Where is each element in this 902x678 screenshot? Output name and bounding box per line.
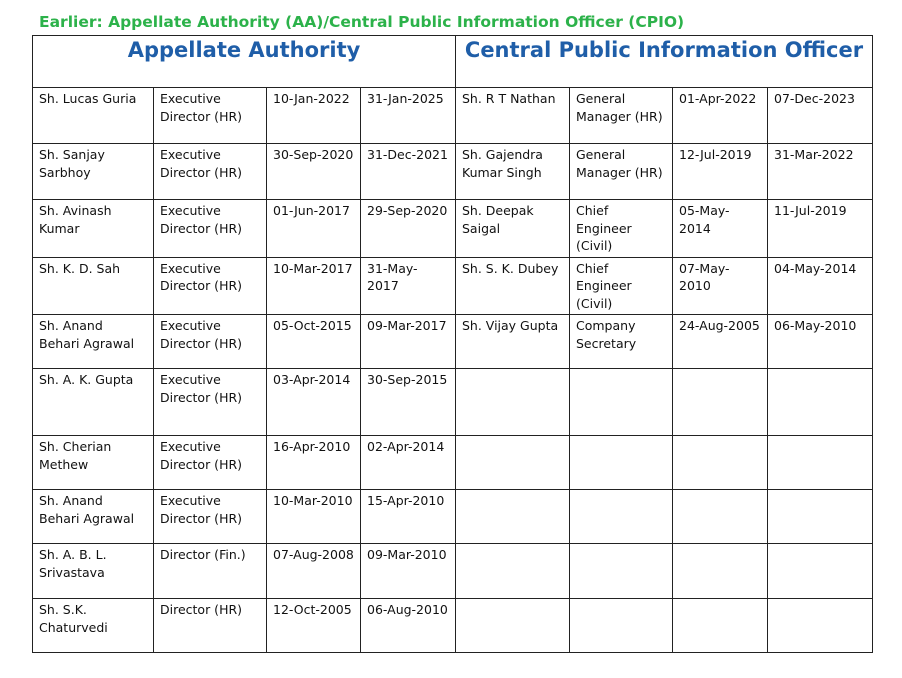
cpio-designation-cell (570, 490, 673, 544)
cpio-header: Central Public Information Officer (456, 36, 873, 88)
cpio-from-date-cell: 05-May-2014 (673, 200, 768, 258)
cpio-from-date-cell: 12-Jul-2019 (673, 144, 768, 200)
aa-to-date-cell: 29-Sep-2020 (361, 200, 456, 258)
aa-from-date-cell: 03-Apr-2014 (267, 369, 361, 436)
aa-to-date-cell: 31-Jan-2025 (361, 88, 456, 144)
aa-name-cell: Sh. A. K. Gupta (33, 369, 154, 436)
aa-from-date-cell: 01-Jun-2017 (267, 200, 361, 258)
cpio-name-cell: Sh. R T Nathan (456, 88, 570, 144)
cpio-to-date-cell: 07-Dec-2023 (768, 88, 873, 144)
table-row (33, 436, 873, 490)
aa-from-date-cell: 10-Mar-2017 (267, 257, 361, 315)
aa-designation-cell: Director (Fin.) (154, 544, 267, 599)
aa-to-date-cell: 31-Dec-2021 (361, 144, 456, 200)
cpio-name-cell (456, 369, 570, 436)
cpio-designation-cell: Chief Engineer (Civil) (570, 257, 673, 315)
aa-name-cell: Sh. Sanjay Sarbhoy (33, 144, 154, 200)
cpio-to-date-cell: 04-May-2014 (768, 257, 873, 315)
cpio-name-cell (456, 599, 570, 653)
cpio-to-date-cell: 11-Jul-2019 (768, 200, 873, 258)
cpio-from-date-cell (673, 369, 768, 436)
aa-name-cell: Sh. Avinash Kumar (33, 200, 154, 258)
table-row (33, 490, 873, 544)
aa-from-date-cell: 07-Aug-2008 (267, 544, 361, 599)
aa-from-date-cell: 10-Mar-2010 (267, 490, 361, 544)
table-body (33, 88, 873, 653)
table-row (33, 257, 873, 315)
table-row (33, 599, 873, 653)
cpio-from-date-cell: 24-Aug-2005 (673, 315, 768, 369)
aa-from-date-cell: 05-Oct-2015 (267, 315, 361, 369)
table-row (33, 315, 873, 369)
aa-name-cell: Sh. Anand Behari Agrawal (33, 315, 154, 369)
header-row (33, 36, 873, 88)
officers-table (32, 35, 873, 653)
cpio-designation-cell (570, 436, 673, 490)
appellate-authority-header: Appellate Authority (33, 36, 456, 88)
aa-to-date-cell: 06-Aug-2010 (361, 599, 456, 653)
cpio-name-cell: Sh. Deepak Saigal (456, 200, 570, 258)
aa-designation-cell: Director (HR) (154, 599, 267, 653)
cpio-designation-cell (570, 369, 673, 436)
aa-from-date-cell: 16-Apr-2010 (267, 436, 361, 490)
cpio-designation-cell: Chief Engineer (Civil) (570, 200, 673, 258)
cpio-from-date-cell (673, 490, 768, 544)
cpio-name-cell: Sh. Gajendra Kumar Singh (456, 144, 570, 200)
aa-designation-cell: Executive Director (HR) (154, 88, 267, 144)
table-row (33, 544, 873, 599)
cpio-designation-cell (570, 544, 673, 599)
cpio-designation-cell: General Manager (HR) (570, 144, 673, 200)
cpio-name-cell: Sh. Vijay Gupta (456, 315, 570, 369)
aa-designation-cell: Executive Director (HR) (154, 144, 267, 200)
table-row (33, 88, 873, 144)
table-row (33, 200, 873, 258)
aa-name-cell: Sh. Cherian Methew (33, 436, 154, 490)
aa-to-date-cell: 09-Mar-2017 (361, 315, 456, 369)
table-row (33, 369, 873, 436)
cpio-from-date-cell: 07-May-2010 (673, 257, 768, 315)
cpio-to-date-cell: 31-Mar-2022 (768, 144, 873, 200)
cpio-to-date-cell (768, 599, 873, 653)
cpio-name-cell (456, 436, 570, 490)
aa-from-date-cell: 12-Oct-2005 (267, 599, 361, 653)
cpio-from-date-cell: 01-Apr-2022 (673, 88, 768, 144)
aa-to-date-cell: 09-Mar-2010 (361, 544, 456, 599)
aa-from-date-cell: 30-Sep-2020 (267, 144, 361, 200)
cpio-to-date-cell (768, 544, 873, 599)
cpio-to-date-cell (768, 369, 873, 436)
aa-designation-cell: Executive Director (HR) (154, 490, 267, 544)
aa-designation-cell: Executive Director (HR) (154, 200, 267, 258)
cpio-from-date-cell (673, 544, 768, 599)
aa-from-date-cell: 10-Jan-2022 (267, 88, 361, 144)
cpio-name-cell (456, 490, 570, 544)
cpio-from-date-cell (673, 436, 768, 490)
aa-to-date-cell: 30-Sep-2015 (361, 369, 456, 436)
aa-to-date-cell: 31-May-2017 (361, 257, 456, 315)
cpio-designation-cell: General Manager (HR) (570, 88, 673, 144)
cpio-name-cell: Sh. S. K. Dubey (456, 257, 570, 315)
aa-to-date-cell: 02-Apr-2014 (361, 436, 456, 490)
cpio-designation-cell (570, 599, 673, 653)
aa-designation-cell: Executive Director (HR) (154, 257, 267, 315)
table-row (33, 144, 873, 200)
cpio-designation-cell: Company Secretary (570, 315, 673, 369)
aa-name-cell: Sh. K. D. Sah (33, 257, 154, 315)
cpio-name-cell (456, 544, 570, 599)
aa-designation-cell: Executive Director (HR) (154, 315, 267, 369)
aa-name-cell: Sh. A. B. L. Srivastava (33, 544, 154, 599)
aa-designation-cell: Executive Director (HR) (154, 369, 267, 436)
cpio-to-date-cell (768, 436, 873, 490)
cpio-to-date-cell (768, 490, 873, 544)
cpio-to-date-cell: 06-May-2010 (768, 315, 873, 369)
aa-designation-cell: Executive Director (HR) (154, 436, 267, 490)
cpio-from-date-cell (673, 599, 768, 653)
aa-name-cell: Sh. Lucas Guria (33, 88, 154, 144)
page-title: Earlier: Appellate Authority (AA)/Central Public Information Officer (CPIO) (39, 13, 685, 31)
aa-name-cell: Sh. S.K. Chaturvedi (33, 599, 154, 653)
aa-name-cell: Sh. Anand Behari Agrawal (33, 490, 154, 544)
aa-to-date-cell: 15-Apr-2010 (361, 490, 456, 544)
